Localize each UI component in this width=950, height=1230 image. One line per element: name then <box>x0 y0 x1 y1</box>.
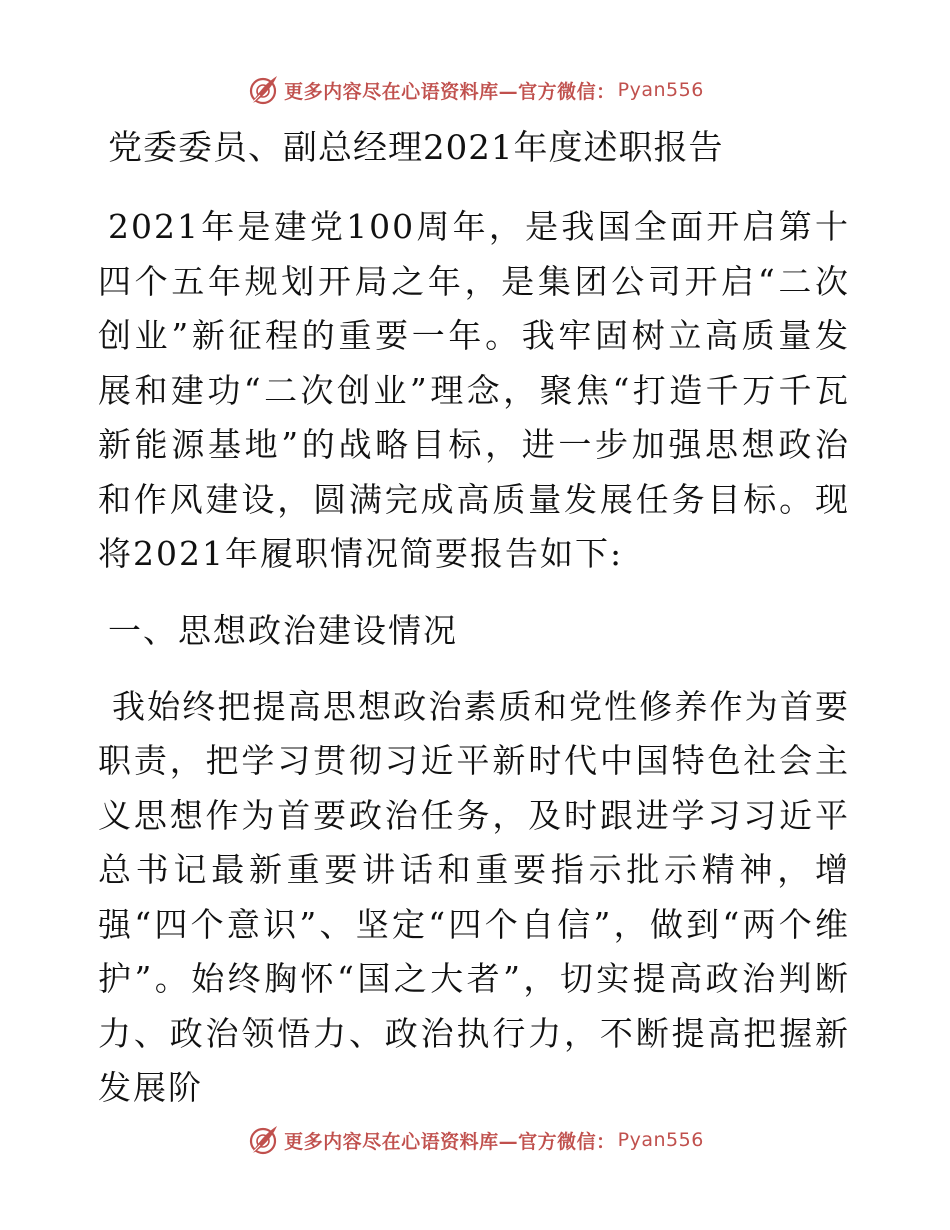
watermark-text: 更多内容尽在心语资料库—官方微信： <box>284 1130 616 1153</box>
section-heading: 一、思想政治建设情况 <box>108 610 458 650</box>
quill-pen-logo-icon <box>246 1123 280 1157</box>
document-title: 党委委员、副总经理2021年度述职报告 <box>108 128 724 168</box>
watermark-account: Pyan556 <box>617 79 704 101</box>
watermark-text: 更多内容尽在心语资料库—官方微信： <box>284 80 616 103</box>
intro-paragraph: 2021年是建党100周年，是我国全面开启第十四个五年规划开局之年，是集团公司开启“二次创业”新征程的重要一年。我牢固树立高质量发展和建功“二次创业”理念，聚焦“打造千万千瓦新能源基地”的战略目标，进一步加强思想政治和作风建设，圆满完成高质量发展任务目标。现将2021年履职情况简要报告如下: <box>98 207 850 573</box>
section-paragraph: 我始终把提高思想政治素质和党性修养作为首要职责，把学习贯彻习近平新时代中国特色社会主义思想作为首要政治任务，及时跟进学习习近平总书记最新重要讲话和重要指示批示精神，增强“四个意识”、坚定“四个自信”，做到“两个维护”。始终胸怀“国之大者”，切实提高政治判断力、政治领悟力、政治执行力，不断提高把握新发展阶 <box>98 686 850 1107</box>
watermark-account: Pyan556 <box>617 1129 704 1151</box>
quill-pen-logo-icon <box>246 73 280 107</box>
header-watermark <box>0 70 950 110</box>
footer-watermark <box>0 1120 950 1160</box>
document-body <box>98 122 850 1116</box>
